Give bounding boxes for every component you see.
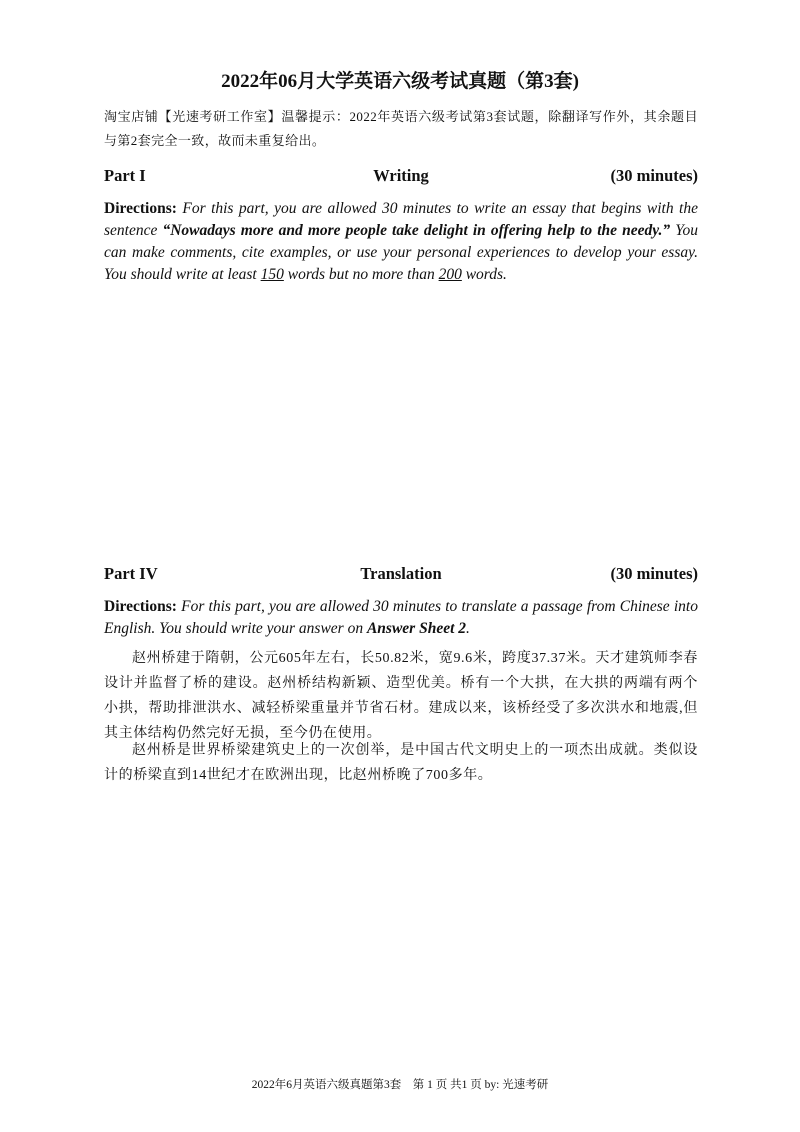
directions-label: Directions: bbox=[104, 598, 177, 615]
min-words: 150 bbox=[260, 266, 284, 283]
translation-paragraph-1: 赵州桥建于隋朝，公元605年左右，长50.82米，宽9.6米，跨度37.37米。天才建筑师李春设计并监督了桥的建设。赵州桥结构新颖、造型优美。桥有一个大拱，在大拱的两端有两个小拱，帮助排泄洪水、减轻桥梁重量并节省石材。建成以来，该桥经受了多次洪水和地震,但其主体结构仍然完好无损，至今仍在使用。 bbox=[104, 651, 698, 741]
part-4-header bbox=[104, 564, 698, 586]
directions-text: words. bbox=[461, 266, 507, 283]
directions-text: For this part, you are allowed 30 minutes to translate a passage from Chinese into English. You should write your answer on bbox=[104, 598, 698, 637]
answer-sheet-ref: Answer Sheet 2 bbox=[366, 620, 467, 637]
directions-text: . bbox=[466, 620, 470, 637]
part-1-time: (30 minutes) bbox=[610, 166, 698, 185]
page-footer: 2022年6月英语六级真题第3套 第 1 页 共1 页 by: 光速考研 bbox=[251, 1079, 549, 1091]
part-4-title: Translation bbox=[360, 564, 442, 583]
directions-text: words but no more than bbox=[283, 266, 439, 283]
part-4-directions bbox=[104, 596, 698, 640]
store-notice: 淘宝店铺【光速考研工作室】温馨提示：2022年英语六级考试第3套试题，除翻译写作外，其余题目与第2套完全一致，故而未重复给出。 bbox=[104, 109, 698, 148]
directions-text: You can make comments, cite examples, or use your personal experiences to develop your essay. You should write at least bbox=[104, 222, 698, 283]
part-4-time: (30 minutes) bbox=[610, 564, 698, 583]
part-1-directions bbox=[104, 198, 698, 286]
essay-prompt-quote: “Nowadays more and more people take delight in offering help to the needy.” bbox=[162, 222, 671, 239]
part-1-label: Part I bbox=[104, 166, 146, 185]
part-4-label: Part IV bbox=[104, 564, 158, 583]
max-words: 200 bbox=[438, 266, 462, 283]
part-1-header bbox=[104, 166, 698, 188]
directions-label: Directions: bbox=[104, 200, 177, 217]
page-title: 2022年06月大学英语六级考试真题（第3套) bbox=[221, 71, 579, 92]
part-1-title: Writing bbox=[373, 166, 429, 185]
directions-text: For this part, you are allowed 30 minutes to write an essay that begins with the sentence bbox=[104, 200, 698, 239]
translation-paragraph-2: 赵州桥是世界桥梁建筑史上的一次创举，是中国古代文明史上的一项杰出成就。类似设计的桥梁直到14世纪才在欧洲出现，比赵州桥晚了700多年。 bbox=[104, 743, 698, 783]
